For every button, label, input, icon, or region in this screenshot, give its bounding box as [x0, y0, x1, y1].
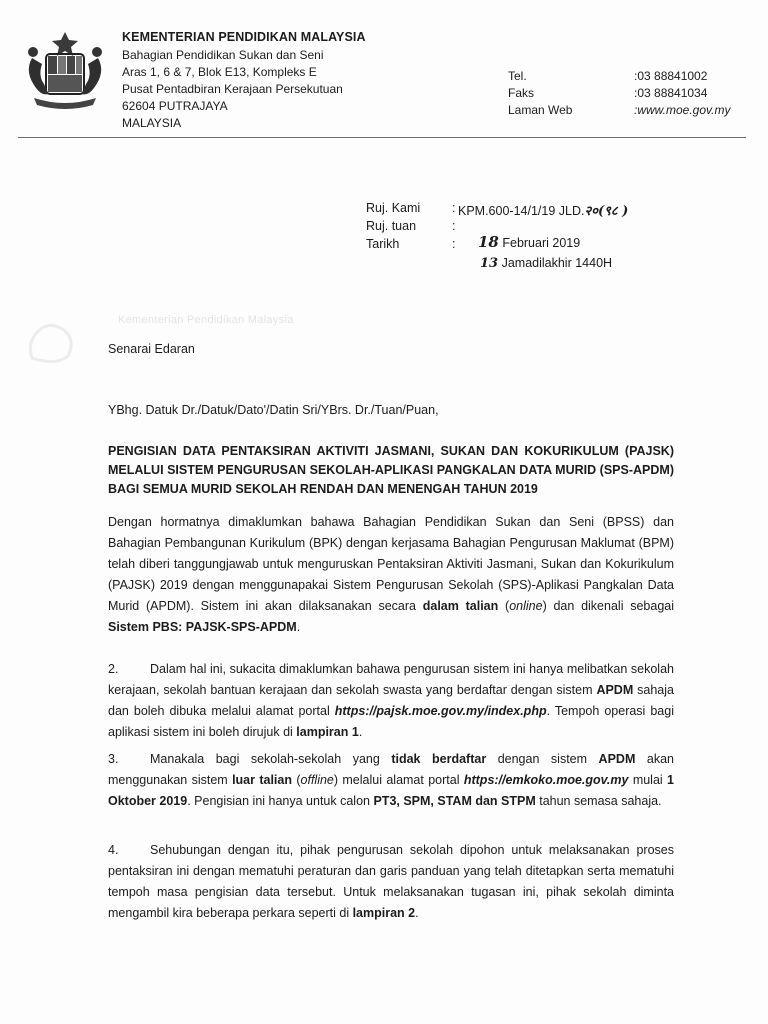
paragraph-text: Dalam hal ini, sukacita dimaklumkan bahawa pengurusan sistem ini hanya melibatkan sekolah kerajaan, sekolah bantuan kerajaan dan sekolah swasta yang berdaftar dengan sistem — [108, 662, 674, 697]
date-handwritten-day: 18 — [478, 233, 499, 251]
paragraph-bold-text: dalam talian — [422, 599, 499, 613]
paragraph-bold-text: Sistem PBS: PAJSK-SPS-APDM — [108, 620, 297, 634]
address-line: 62604 PUTRAJAYA — [122, 99, 228, 113]
paragraph-text: . — [296, 620, 301, 634]
date-value — [478, 233, 580, 251]
paragraph-2 — [108, 659, 674, 743]
paragraph-text: ) dan dikenali sebagai — [542, 599, 675, 613]
website-value: :www.moe.gov.my — [634, 103, 731, 117]
recipient-line: Senarai Edaran — [108, 342, 195, 356]
paragraph-3 — [108, 749, 674, 812]
hijri-month-year: Jamadilakhir 1440H — [501, 256, 613, 270]
paragraph-text: ) melalui alamat portal — [333, 773, 464, 787]
paragraph-text: mulai — [628, 773, 668, 787]
ref-colon: : — [452, 219, 456, 233]
date-month-year: Februari 2019 — [502, 236, 581, 250]
paragraph-4 — [108, 840, 674, 924]
paragraph-1 — [108, 512, 674, 638]
faint-watermark-text: Kementerian Pendidikan Malaysia — [118, 314, 294, 326]
ref-handwritten-number: २०(९८ ) — [584, 204, 629, 219]
tel-label: Tel. — [508, 69, 527, 83]
paragraph-text: sahaja dan boleh dibuka melalui alamat portal — [108, 683, 674, 718]
hijri-handwritten-day: 13 — [480, 256, 499, 271]
date-label: Tarikh — [366, 237, 400, 251]
paragraph-bold-text: lampiran 1 — [296, 725, 359, 739]
paragraph-italic-text: online — [509, 599, 543, 613]
website-label: Laman Web — [508, 103, 573, 117]
faint-seal-icon — [22, 318, 80, 368]
paragraph-text: . Tempoh operasi bagi aplikasi sistem ini boleh dirujuk di — [108, 704, 674, 739]
paragraph-text: dengan sistem — [486, 752, 599, 766]
address-line: Aras 1, 6 & 7, Blok E13, Kompleks E — [122, 65, 317, 79]
paragraph-text: Manakala bagi sekolah-sekolah yang — [150, 752, 392, 766]
address-line: Pusat Pentadbiran Kerajaan Persekutuan — [122, 82, 343, 96]
address-line: Bahagian Pendidikan Sukan dan Seni — [122, 48, 324, 62]
portal-link-pajsk[interactable]: https://pajsk.moe.gov.my/index.php — [334, 704, 547, 718]
tel-value: :03 88841002 — [634, 69, 708, 83]
paragraph-bold-text: APDM — [596, 683, 634, 697]
paragraph-text: tahun semasa sahaja. — [535, 794, 662, 808]
paragraph-number: 4. — [108, 843, 119, 857]
hijri-date-value — [480, 256, 612, 271]
paragraph-text: Dengan hormatnya dimaklumkan bahawa Bahagian Pendidikan Sukan dan Seni (BPSS) dan Bahagian Pembangunan Kurikulum (BPK) dengan kerjasama Bahagian Pengurusan Maklumat (BPM) telah diberi tanggungjawab untuk menguruskan Pentaksiran Aktiviti Jasmani, Sukan dan Kokurikulum (PAJSK) 2019 dengan menggunapakai Sistem Pengurusan Sekolah (SPS)-Aplikasi Pangkalan Data Murid (APDM). Sistem ini akan dilaksanakan secara — [108, 515, 674, 613]
paragraph-text: Sehubungan dengan itu, pihak pengurusan sekolah dipohon untuk melaksanakan proses pentaksiran ini dengan mematuhi peraturan dan garis panduan yang telah ditetapkan serta mematuhi tempoh masa pengisian data tersebut. Untuk melaksanakan tugasan ini, pihak sekolah diminta mengambil kira beberapa perkara seperti di — [108, 843, 674, 920]
paragraph-bold-text: tidak berdaftar — [391, 752, 487, 766]
paragraph-italic-text: offline — [300, 773, 334, 787]
address-line: MALAYSIA — [122, 116, 182, 130]
ref-number: KPM.600-14/1/19 JLD. — [458, 204, 585, 218]
paragraph-bold-text: luar talian — [232, 773, 292, 787]
paragraph-bold-text: lampiran 2 — [352, 906, 416, 920]
ref-ours-label: Ruj. Kami — [366, 201, 421, 215]
paragraph-text: . — [358, 725, 363, 739]
fax-value: :03 88841034 — [634, 86, 708, 100]
fax-label: Faks — [508, 86, 535, 100]
ministry-name: KEMENTERIAN PENDIDIKAN MALAYSIA — [122, 30, 366, 44]
paragraph-bold-text: APDM — [598, 752, 636, 766]
letterhead-divider — [18, 137, 746, 138]
ref-colon: : — [452, 201, 456, 215]
paragraph-number: 2. — [108, 662, 119, 676]
paragraph-bold-text: PT3, SPM, STAM dan STPM — [373, 794, 536, 808]
coat-of-arms-icon — [18, 28, 112, 112]
ref-colon: : — [452, 237, 456, 251]
paragraph-text: ( — [498, 599, 510, 613]
ref-ours-value — [458, 201, 628, 219]
paragraph-bold-text: 1 Oktober 2019 — [108, 773, 674, 808]
paragraph-text: . Pengisian ini hanya untuk calon — [187, 794, 374, 808]
letter-subject: PENGISIAN DATA PENTAKSIRAN AKTIVITI JASMANI, SUKAN DAN KOKURIKULUM (PAJSK) MELALUI SISTEM PENGURUSAN SEKOLAH-APLIKASI PANGKALAN DATA MURID (SPS-APDM) BAGI SEMUA MURID SEKOLAH RENDAH DAN MENENGAH TAHUN 2019 — [108, 444, 674, 496]
paragraph-text: . — [415, 906, 419, 920]
ref-yours-label: Ruj. tuan — [366, 219, 417, 233]
paragraph-text: ( — [292, 773, 301, 787]
portal-link-emkoko[interactable]: https://emkoko.moe.gov.my — [463, 773, 629, 787]
paragraph-text: akan menggunakan sistem — [108, 752, 674, 787]
salutation: YBhg. Datuk Dr./Datuk/Dato'/Datin Sri/YBrs. Dr./Tuan/Puan, — [108, 403, 439, 417]
paragraph-number: 3. — [108, 752, 119, 766]
